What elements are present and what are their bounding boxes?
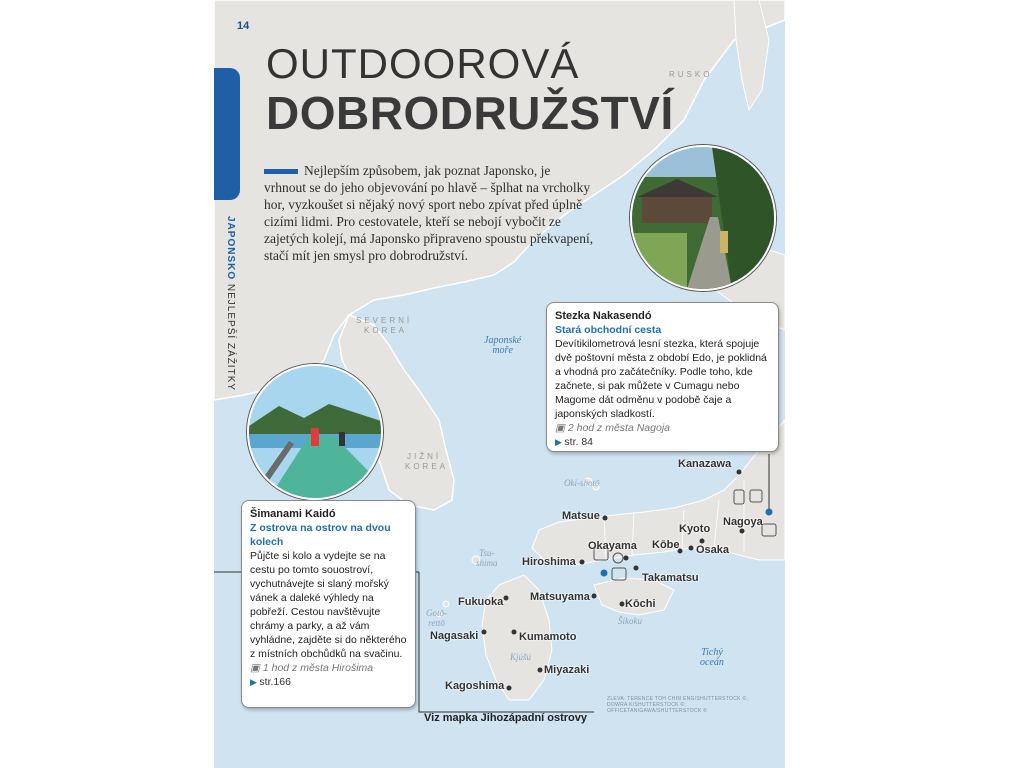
chapter-tab [214, 68, 240, 200]
dot-nagasaki [482, 630, 487, 635]
bicycle-bridge-photo [249, 366, 381, 498]
city-kochi: Kōchi [625, 598, 656, 610]
label-pacific: Tichý oceán [700, 647, 724, 668]
city-kagoshima: Kagoshima [445, 680, 505, 692]
label-south-korea-1: JIŽNÍ [407, 452, 442, 461]
photo-nakasendo [630, 145, 776, 291]
dot-fukuoka [504, 596, 509, 601]
city-matsuyama: Matsuyama [530, 591, 590, 603]
city-takamatsu: Takamatsu [642, 572, 699, 584]
arrow-right-icon: ▶ [555, 437, 565, 447]
card-nakasendo-time: ▣ 2 hod z města Nagoja [555, 422, 670, 434]
card-shimanami-subtitle: Z ostrova na ostrov na dvou kolech [250, 522, 391, 548]
city-kanazawa: Kanazawa [678, 458, 732, 470]
card-shimanami [241, 500, 416, 708]
card-shimanami-title: Šimanami Kaidó [250, 508, 336, 520]
photo-credits: ZLEVA: TERENCE TOH CHIN ENG/SHUTTERSTOCK ©; DOWRA K/SHUTTERSTOCK ©; OFFICETANIGAWA/SHUTTERSTOCK © [607, 696, 749, 714]
nakasendo-marker [766, 509, 773, 516]
label-japan-sea: Japonské moře [484, 335, 522, 356]
dot-kochi [620, 602, 625, 607]
guidebook-page [214, 0, 785, 768]
transport-icon: ▣ [555, 422, 568, 434]
page-number: 14 [237, 20, 250, 32]
label-shikoku: Šikoku [618, 616, 642, 626]
dot-takamatsu [634, 566, 639, 571]
label-russia: RUSKO [669, 70, 713, 79]
forest-trail-photo [632, 147, 774, 289]
city-nagasaki: Nagasaki [430, 630, 479, 642]
card-nakasendo [546, 302, 779, 452]
card-nakasendo-title: Stezka Nakasendó [555, 310, 652, 322]
city-kyoto: Kyoto [679, 523, 711, 535]
dot-matsue [603, 516, 608, 521]
label-south-korea-2: KOREA [405, 462, 449, 471]
arrow-right-icon: ▶ [250, 677, 260, 687]
intro-accent-bar [264, 169, 298, 174]
dot-matsuyama [592, 594, 597, 599]
page-title-line1: OUTDOOROVÁ [266, 40, 580, 87]
label-north-korea-2: KOREA [364, 326, 408, 335]
city-kobe: Kōbe [652, 539, 680, 551]
city-okayama: Okayama [588, 540, 637, 552]
dot-miyazaki [538, 668, 543, 673]
label-north-korea-1: SEVERNÍ [356, 316, 413, 325]
shimanami-marker [601, 570, 608, 577]
dot-osaka [689, 546, 694, 551]
dot-kagoshima [507, 686, 512, 691]
label-tsushima: Tsu- shima [476, 548, 498, 568]
city-osaka: Osaka [696, 544, 730, 556]
goto-island [443, 601, 449, 607]
inset-map-reference[interactable]: Viz mapka Jihozápadní ostrovy [424, 712, 588, 724]
dot-hiroshima [580, 560, 585, 565]
city-hiroshima: Hiroshima [522, 556, 576, 568]
label-goto: Gotō- rettō [426, 608, 447, 628]
label-kyushu: Kjúšú [510, 652, 532, 662]
city-miyazaki: Miyazaki [544, 664, 590, 676]
running-header [225, 216, 236, 391]
card-shimanami-body: Půjčte si kolo a vydejte se na cestu po tomto souostroví, vychutnávejte si slaný mořský vánek a daleké výhledy na pobřeží. Cestou navštěvujte chrámy a parky, a až vám vyhládne, zajděte si do některého z místních obchůdků na svačinu. [250, 550, 407, 660]
card-nakasendo-ref[interactable]: ▶ str. 84 [555, 436, 594, 448]
country-label: JAPONSKO [225, 216, 236, 281]
city-matsue: Matsue [562, 510, 600, 522]
photo-shimanami [247, 364, 383, 500]
dot-okayama [624, 556, 629, 561]
dot-kyoto [700, 539, 705, 544]
dot-kanazawa [737, 470, 742, 475]
card-nakasendo-body: Devítikilometrová lesní stezka, která spojuje dvě poštovní města z období Edo, je poklidná a vhodná pro začátečníky. Podle toho, kde začnete, si pak můžete v Cumagu nebo Magome dát odměnu v podobě čaje a japonských sladkostí. [555, 338, 767, 420]
label-oki: Oki-shotō [564, 478, 600, 488]
dot-nagoya [740, 529, 745, 534]
card-nakasendo-subtitle: Stará obchodní cesta [555, 324, 662, 336]
card-shimanami-ref[interactable]: ▶ str.166 [250, 676, 291, 688]
page-title-line2: DOBRODRUŽSTVÍ [266, 87, 674, 139]
city-kumamoto: Kumamoto [519, 631, 577, 643]
intro-text: Nejlepším způsobem, jak poznat Japonsko, je vrhnout se do jeho objevování po hlavě – šplhat na vrcholky hor, vyzkoušet si nějaký nový sport nebo zpívat před úplně cizími lidmi. Pro cestovatele, kteří se nebojí vybočit ze zajetých kolejí, má Japonsko připraveno spoustu překvapení, stačí mít jen smysl pro dobrodružství. [264, 163, 594, 263]
section-label: NEJLEPŠÍ ZÁŽITKY [225, 280, 236, 392]
card-shimanami-time: ▣ 1 hod z města Hirošima [250, 662, 374, 674]
intro-paragraph [264, 162, 594, 264]
city-nagoya: Nagoya [723, 516, 763, 528]
transport-icon: ▣ [250, 662, 263, 674]
city-fukuoka: Fukuoka [458, 596, 504, 608]
dot-kumamoto [512, 630, 517, 635]
